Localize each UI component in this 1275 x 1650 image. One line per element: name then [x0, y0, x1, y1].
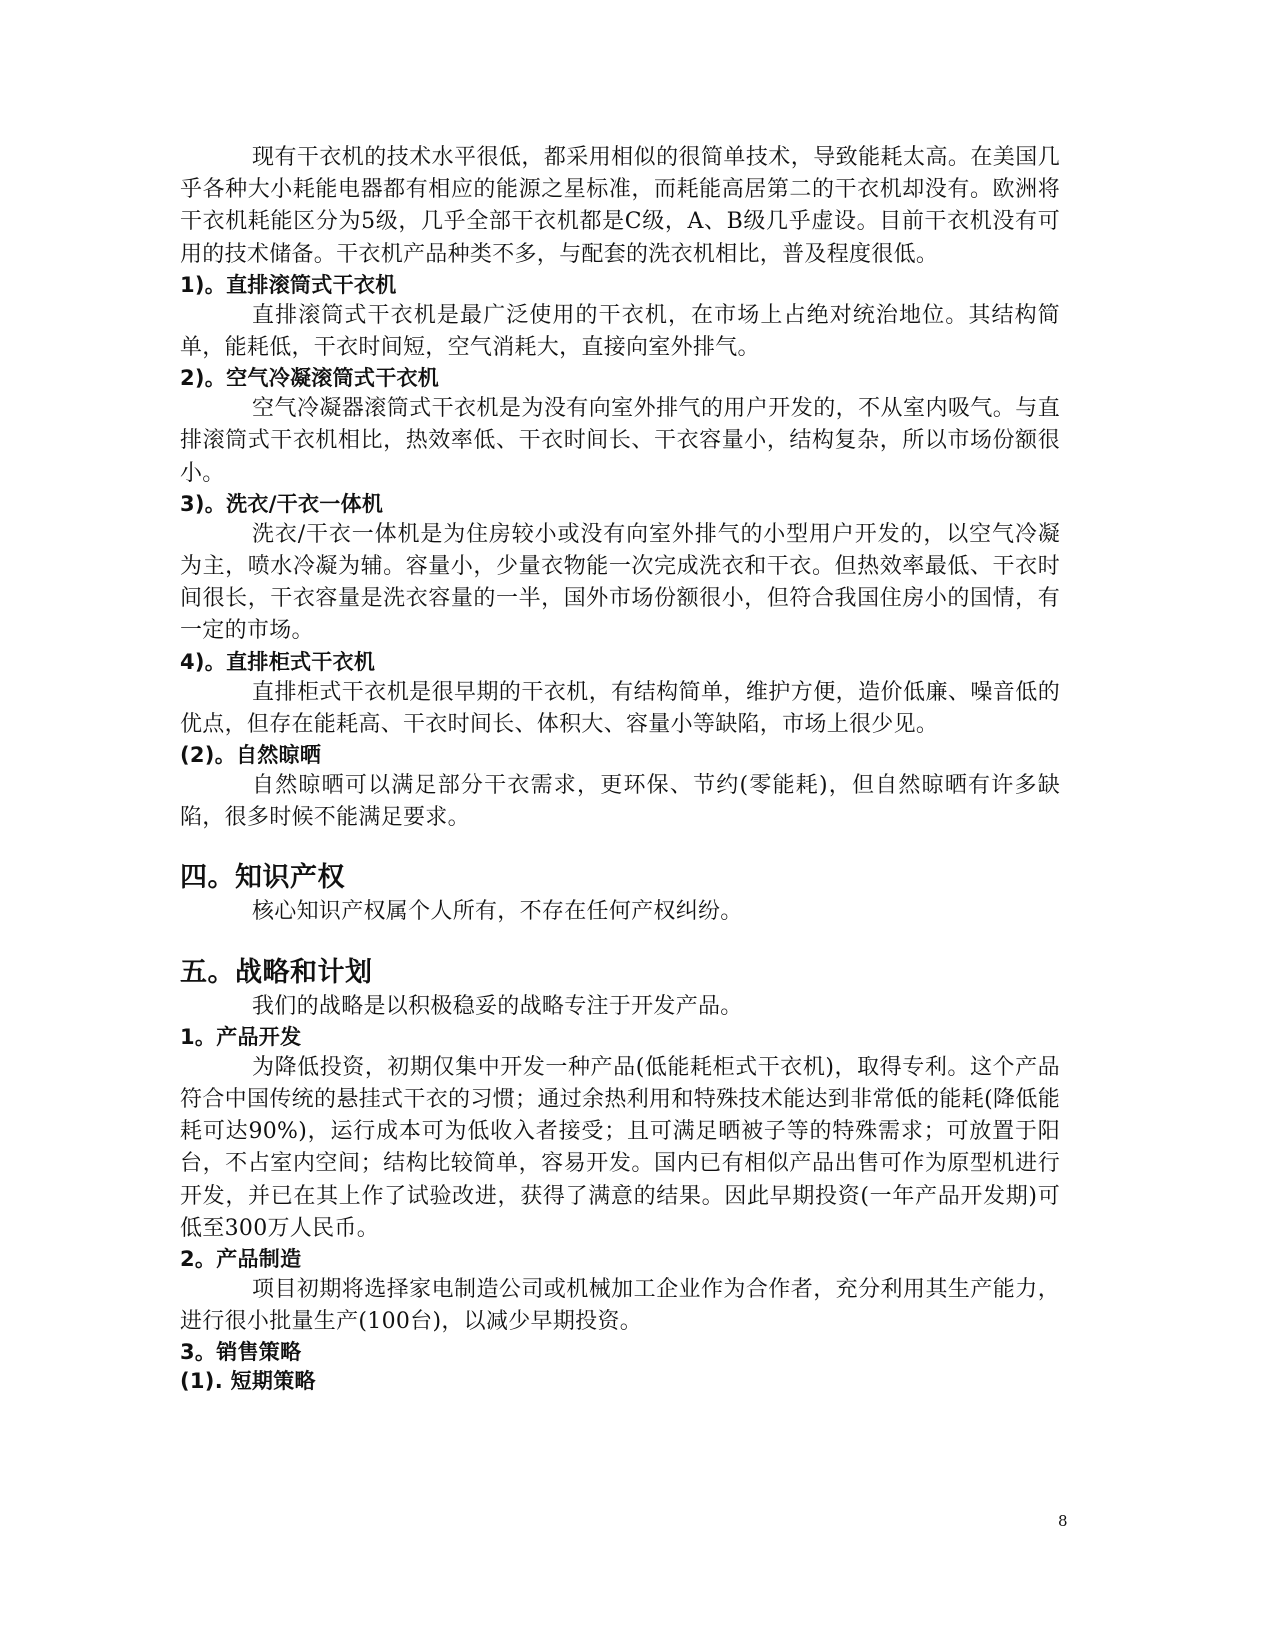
chapter-heading-strategy: 五。战略和计划: [180, 956, 373, 988]
section-heading-product-development: 1。产品开发: [180, 1024, 302, 1049]
page-number: 8: [1058, 1512, 1068, 1530]
section-heading-natural-drying: (2)。自然晾晒: [180, 743, 322, 768]
strategy-paragraph: 我们的战略是以积极稳妥的战略专注于开发产品。: [252, 993, 743, 1019]
direct-drum-dryer-paragraph: 直排滚筒式干衣机是最广泛使用的干衣机，在市场上占绝对统治地位。其结构简单，能耗低，干衣时间短，空气消耗大，直接向室外排气。: [180, 302, 1060, 361]
section-heading-washer-dryer-combo: 3)。洗衣/干衣一体机: [180, 491, 384, 516]
section-heading-manufacturing: 2。产品制造: [180, 1247, 302, 1272]
section-heading-short-term-strategy: (1). 短期策略: [180, 1369, 316, 1394]
document-body: [180, 142, 1060, 1396]
section-heading-direct-cabinet-dryer: 4)。直排柜式干衣机: [180, 649, 376, 674]
condenser-drum-dryer-paragraph: 空气冷凝器滚筒式干衣机是为没有向室外排气的用户开发的，不从室内吸气。与直排滚筒式干衣机相比，热效率低、干衣时间长、干衣容量小，结构复杂，所以市场份额很小。: [180, 396, 1060, 486]
section-heading-condenser-drum-dryer: 2)。空气冷凝滚筒式干衣机: [180, 366, 440, 391]
natural-drying-paragraph: 自然晾晒可以满足部分干衣需求，更环保、节约(零能耗)，但自然晾晒有许多缺陷，很多时候不能满足要求。: [180, 773, 1060, 831]
chapter-heading-ip: 四。知识产权: [180, 862, 345, 894]
washer-dryer-combo-paragraph: 洗衣/干衣一体机是为住房较小或没有向室外排气的小型用户开发的，以空气冷凝为主，喷水冷凝为辅。容量小，少量衣物能一次完成洗衣和干衣。但热效率最低、干衣时间很长，干衣容量是洗衣容量的一半，国外市场份额很小，但符合我国住房小的国情，有一定的市场。: [180, 521, 1060, 644]
section-heading-sales-strategy: 3。销售策略: [180, 1340, 302, 1365]
ip-paragraph: 核心知识产权属个人所有，不存在任何产权纠纷。: [252, 899, 743, 925]
intro-paragraph: 现有干衣机的技术水平很低，都采用相似的很简单技术，导致能耗太高。在美国几乎各种大小耗能电器都有相应的能源之星标准，而耗能高居第二的干衣机却没有。欧洲将干衣机耗能区分为5级，几乎全部干衣机都是C级，A、B级几乎虚设。目前干衣机没有可用的技术储备。干衣机产品种类不多，与配套的洗衣机相比，普及程度很低。: [180, 145, 1060, 267]
manufacturing-paragraph: 项目初期将选择家电制造公司或机械加工企业作为合作者，充分利用其生产能力，进行很小批量生产(100台)，以减少早期投资。: [180, 1277, 1060, 1335]
direct-cabinet-dryer-paragraph: 直排柜式干衣机是很早期的干衣机，有结构简单，维护方便，造价低廉、噪音低的优点，但存在能耗高、干衣时间长、体积大、容量小等缺陷，市场上很少见。: [180, 679, 1060, 737]
product-development-paragraph: 为降低投资，初期仅集中开发一种产品(低能耗柜式干衣机)，取得专利。这个产品符合中国传统的悬挂式干衣的习惯；通过余热利用和特殊技术能达到非常低的能耗(降低能耗可达90%)，运行成本可为低收入者接受；且可满足晒被子等的特殊需求；可放置于阳台，不占室内空间；结构比较简单，容易开发。国内已有相似产品出售可作为原型机进行开发，并已在其上作了试验改进，获得了满意的结果。因此早期投资(一年产品开发期)可低至300万人民币。: [180, 1054, 1060, 1241]
section-heading-direct-drum-dryer: 1)。直排滚筒式干衣机: [180, 272, 397, 297]
